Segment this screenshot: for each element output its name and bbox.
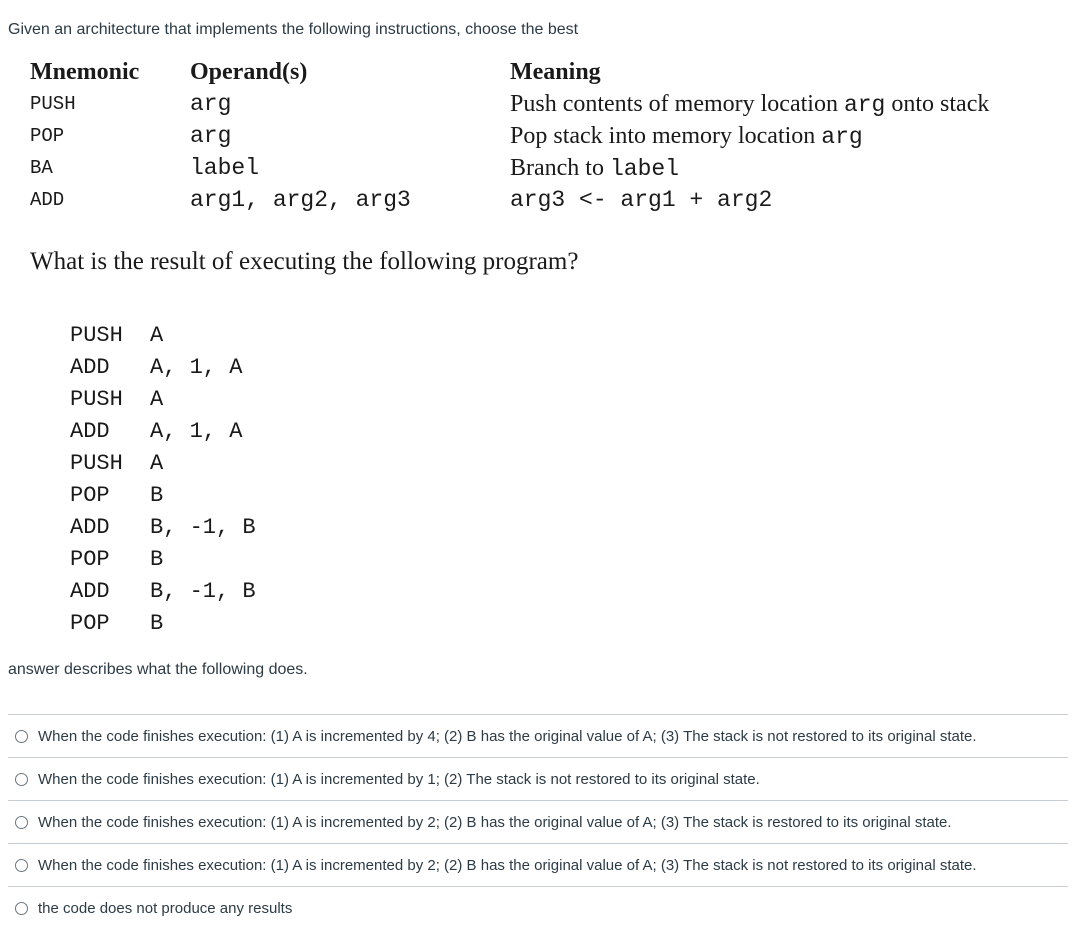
- program-args: B, -1, B: [150, 579, 256, 604]
- program-mnemonic: ADD: [70, 419, 110, 444]
- program-args: A, 1, A: [150, 419, 243, 444]
- meaning-code: arg: [821, 124, 863, 150]
- radio-button[interactable]: [15, 859, 28, 872]
- meaning-text: Pop stack into memory location: [510, 123, 822, 149]
- radio-button[interactable]: [15, 730, 28, 743]
- row-mnemonic-ba: BA: [30, 157, 53, 179]
- program-mnemonic: PUSH: [70, 387, 123, 412]
- question-intro: Given an architecture that implements the following instructions, choose the best: [8, 21, 579, 38]
- program-args: B: [150, 483, 164, 508]
- meaning-text: Branch to: [510, 155, 610, 181]
- radio-button[interactable]: [15, 902, 28, 915]
- program-args: A: [150, 451, 164, 476]
- program-args: A, 1, A: [150, 355, 243, 380]
- row-operands-pop: arg: [190, 123, 232, 149]
- answer-option-5[interactable]: [8, 886, 1068, 929]
- question-continuation: answer describes what the following does.: [8, 661, 308, 678]
- answer-option-label: When the code finishes execution: (1) A is incremented by 2; (2) B has the original value of A; (3) The stack is not restored to its original state.: [38, 856, 977, 874]
- answer-option-1[interactable]: [8, 714, 1068, 757]
- row-meaning-push: [510, 89, 989, 120]
- header-operands: Operand(s): [190, 59, 308, 85]
- header-meaning: Meaning: [510, 59, 601, 85]
- program-mnemonic: ADD: [70, 579, 110, 604]
- row-operands-add: arg1, arg2, arg3: [190, 187, 411, 213]
- row-meaning-add: arg3 <- arg1 + arg2: [510, 187, 773, 213]
- program-args: A: [150, 387, 164, 412]
- meaning-text: onto stack: [885, 91, 990, 117]
- answer-option-label: When the code finishes execution: (1) A is incremented by 1; (2) The stack is not restored to its original state.: [38, 770, 760, 788]
- program-mnemonic: ADD: [70, 515, 110, 540]
- answer-option-label: When the code finishes execution: (1) A is incremented by 4; (2) B has the original value of A; (3) The stack is not restored to its original state.: [38, 727, 977, 745]
- program-mnemonic: POP: [70, 611, 110, 636]
- row-operands-ba: label: [190, 155, 260, 181]
- program-args: B: [150, 547, 164, 572]
- answer-option-label: the code does not produce any results: [38, 899, 293, 917]
- program-args: B: [150, 611, 164, 636]
- row-mnemonic-pop: POP: [30, 125, 65, 147]
- row-mnemonic-push: PUSH: [30, 93, 76, 115]
- program-mnemonic: ADD: [70, 355, 110, 380]
- program-args: B, -1, B: [150, 515, 256, 540]
- header-mnemonic: Mnemonic: [30, 59, 140, 85]
- answer-option-2[interactable]: [8, 757, 1068, 800]
- program-mnemonic: POP: [70, 483, 110, 508]
- meaning-code: label: [609, 156, 679, 182]
- program-mnemonic: PUSH: [70, 323, 123, 348]
- row-mnemonic-add: ADD: [30, 189, 65, 211]
- program-question: What is the result of executing the following program?: [30, 248, 579, 275]
- meaning-code: arg: [843, 92, 886, 118]
- answer-options: [8, 714, 1068, 929]
- answer-option-3[interactable]: [8, 800, 1068, 843]
- row-operands-push: arg: [190, 91, 232, 117]
- program-args: A: [150, 323, 164, 348]
- meaning-text: Push contents of memory location: [510, 91, 844, 117]
- instruction-table: [30, 57, 1070, 222]
- radio-button[interactable]: [15, 773, 28, 786]
- answer-option-4[interactable]: [8, 843, 1068, 886]
- program-mnemonic: PUSH: [70, 451, 123, 476]
- row-meaning-ba: [510, 153, 679, 184]
- program-mnemonic: POP: [70, 547, 110, 572]
- radio-button[interactable]: [15, 816, 28, 829]
- answer-option-label: When the code finishes execution: (1) A is incremented by 2; (2) B has the original value of A; (3) The stack is restored to its original state.: [38, 813, 952, 831]
- row-meaning-pop: [510, 121, 863, 152]
